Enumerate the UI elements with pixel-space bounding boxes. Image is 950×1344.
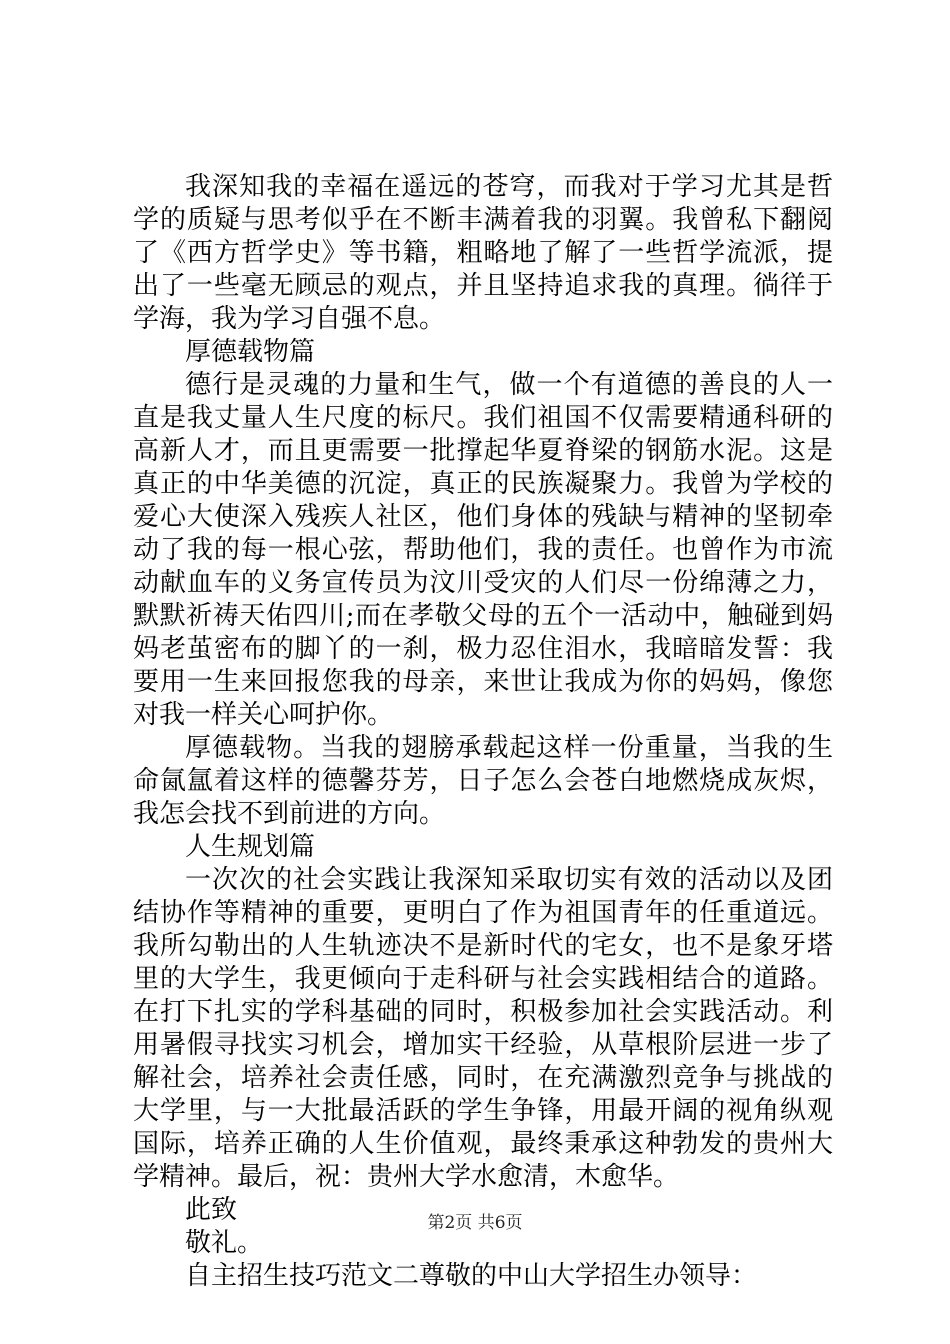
paragraph-houde-summary: 厚德载物。当我的翅膀承载起这样一份重量，当我的生命氤氲着这样的德馨芬芳，日子怎么会苍白地燃烧成灰烬，我怎会找不到前进的方向。 (133, 733, 833, 829)
page-number-footer: 第2页 共6页 (427, 1213, 523, 1233)
paragraph-philosophy: 我深知我的幸福在遥远的苍穹，而我对于学习尤其是哲学的质疑与思考似乎在不断丰满着我的羽翼。我曾私下翻阅了《西方哲学史》等书籍，粗略地了解了一些哲学流派，提出了一些毫无顾忌的观点，并且坚持追求我的真理。徜徉于学海，我为学习自强不息。 (133, 172, 833, 334)
closing-jingli: 敬礼。 (185, 1228, 264, 1258)
document-body (133, 171, 833, 1293)
section-heading-life-plan: 人生规划篇 (185, 832, 316, 862)
section-heading-houde: 厚德载物篇 (185, 337, 316, 367)
closing-cizhi: 此致 (185, 1195, 238, 1225)
next-sample-title: 自主招生技巧范文二尊敬的中山大学招生办领导： (185, 1261, 758, 1291)
paragraph-life-plan: 一次次的社会实践让我深知采取切实有效的活动以及团结协作等精神的重要，更明白了作为祖国青年的任重道远。我所勾勒出的人生轨迹决不是新时代的宅女，也不是象牙塔里的大学生，我更倾向于走科研与社会实践相结合的道路。在打下扎实的学科基础的同时，积极参加社会实践活动。利用暑假寻找实习机会，增加实干经验，从草根阶层进一步了解社会，培养社会责任感，同时，在充满激烈竞争与挑战的大学里，与一大批最活跃的学生争锋，用最开阔的视角纵观国际，培养正确的人生价值观，最终秉承这种勃发的贵州大学精神。最后，祝：贵州大学水愈清，木愈华。 (133, 865, 833, 1192)
paragraph-morality: 德行是灵魂的力量和生气，做一个有道德的善良的人一直是我丈量人生尺度的标尺。我们祖国不仅需要精通科研的高新人才，而且更需要一批撑起华夏脊梁的钢筋水泥。这是真正的中华美德的沉淀，真正的民族凝聚力。我曾为学校的爱心大使深入残疾人社区，他们身体的残缺与精神的坚韧牵动了我的每一根心弦，帮助他们，我的责任。也曾作为市流动献血车的义务宣传员为汶川受灾的人们尽一份绵薄之力，默默祈祷天佑四川;而在孝敬父母的五个一活动中，触碰到妈妈老茧密布的脚丫的一刹，极力忍住泪水，我暗暗发誓：我要用一生来回报您我的母亲，来世让我成为你的妈妈，像您对我一样关心呵护你。 (133, 370, 833, 730)
